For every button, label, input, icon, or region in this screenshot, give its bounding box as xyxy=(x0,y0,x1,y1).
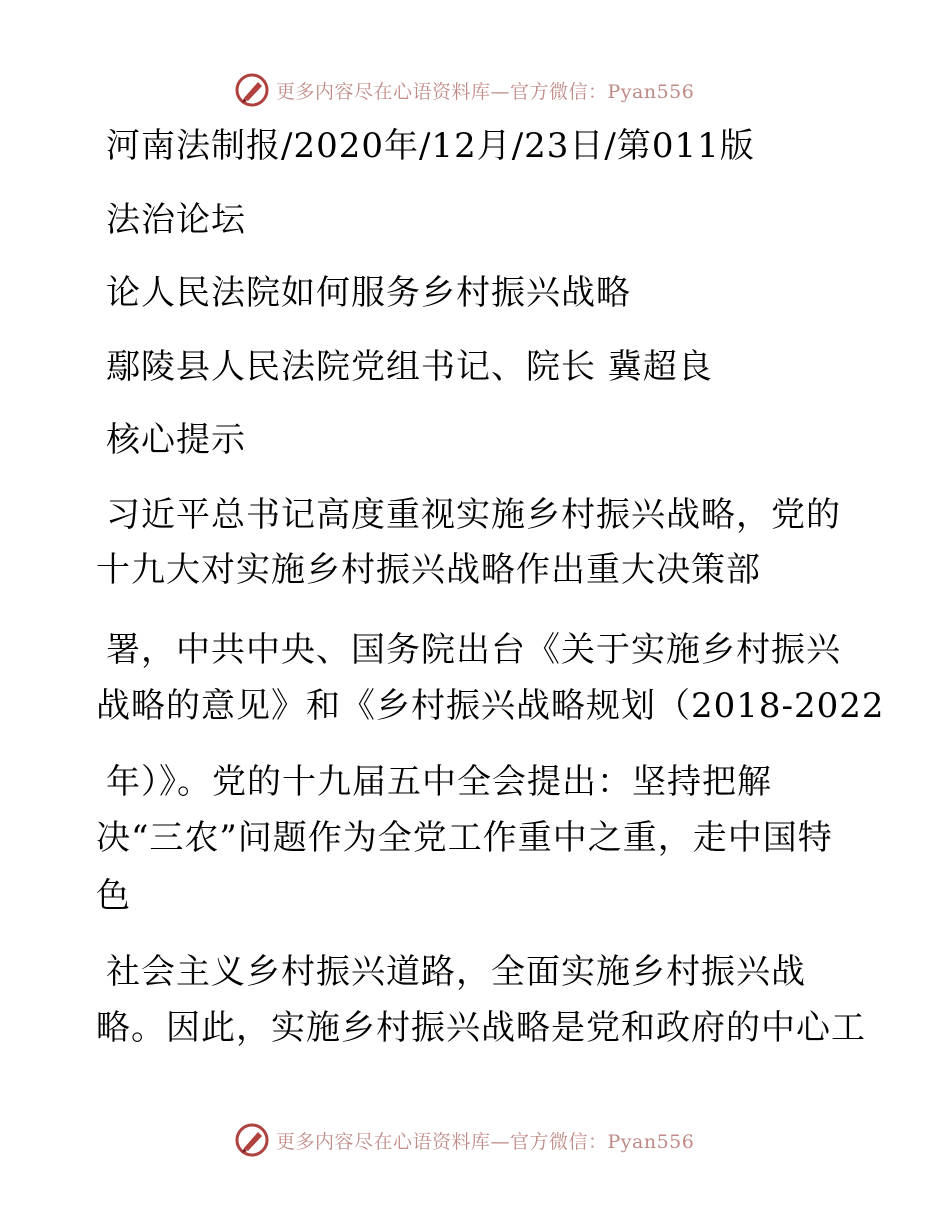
pen-logo-icon xyxy=(234,1122,270,1158)
body-line: 战略的意见》和《乡村振兴战略规划（2018-2022 xyxy=(96,686,885,726)
section-name: 法治论坛 xyxy=(106,200,246,240)
watermark-text: 更多内容尽在心语资料库—官方微信：Pyan556 xyxy=(276,80,695,103)
body-line: 决“三农”问题作为全党工作重中之重，走中国特 xyxy=(96,818,833,858)
body-line: 年）》。党的十九届五中全会提出：坚持把解 xyxy=(106,762,772,802)
body-line: 社会主义乡村振兴道路，全面实施乡村振兴战 xyxy=(106,952,806,992)
newspaper-source: 河南法制报/2020年/12月/23日/第011版 xyxy=(106,126,755,166)
body-line: 署，中共中央、国务院出台《关于实施乡村振兴 xyxy=(106,630,841,670)
watermark-footer xyxy=(234,1120,694,1160)
body-line: 略。因此，实施乡村振兴战略是党和政府的中心工 xyxy=(96,1008,866,1048)
body-line: 十九大对实施乡村振兴战略作出重大决策部 xyxy=(96,550,761,590)
watermark-text: 更多内容尽在心语资料库—官方微信：Pyan556 xyxy=(276,1130,695,1153)
watermark-header xyxy=(234,70,694,110)
summary-heading: 核心提示 xyxy=(106,420,246,460)
article-author: 鄢陵县人民法院党组书记、院长 冀超良 xyxy=(106,347,713,387)
body-line: 习近平总书记高度重视实施乡村振兴战略，党的 xyxy=(106,495,841,535)
article-title: 论人民法院如何服务乡村振兴战略 xyxy=(106,273,631,313)
body-line: 色 xyxy=(96,876,131,916)
pen-logo-icon xyxy=(234,72,270,108)
